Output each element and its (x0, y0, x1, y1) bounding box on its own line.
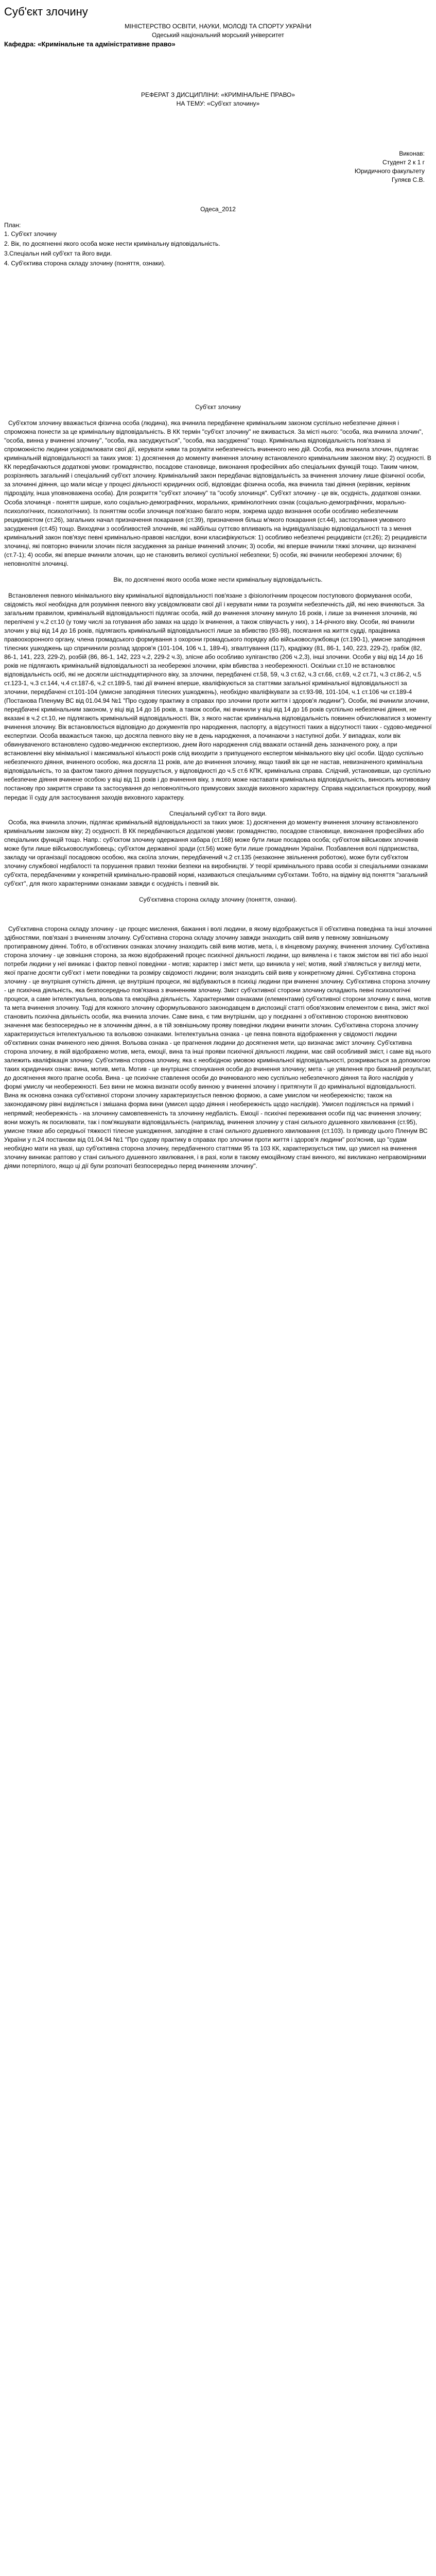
section-paragraph: Встановлення певного мінімального віку кримінальної відповідальності пов'язане з фізіологічним процесом поступового формування особи, свідомість якої необхідна для розуміння певного віку усвідомлювати свої дії і керувати ними та розуміти небезпечність дій, які нею вчиняються. За загальним правилом, кримінальній відповідальності підлягає особа, якій до вчинення злочину минуло 16 років, і лише за вчинення злочинів, які перелічені у ч.2 ст.10 (у тому числі за готування або замах на щодо їх вчинення, а також співучасть у них), з 14-річного віку. Особи, які вчинили злочин у віці від 14 до 16 років, підлягають кримінальній відповідальності лише за вбивство (93-98), посягання на життя судді, працівника правоохоронного органу, члена громадського формування з охорони громадського порядку або військовослужбовця (ст.190-1), умисне заподіяння тілесних ушкоджень що спричинили розлад здоров'я (101-104, 106 ч.1, 189-4), згвалтування (117), крадіжку (81, 86-1, 140, 223, 229-2), грабіж (82, 86-1, 141, 223, 229-2), розбій (86, 86-1, 142, 223 ч.2, 229-2 ч.3), злісне або особливо хуліганство (206 ч.2,3), інші злочини. Особи у віці від 14 до 16 років не підлягають кримінальній відповідальності за необережні злочини, крім вбивства з необережності. Оскільки ст.10 не встановлює відповідальність осіб, які не досягли шістнадцятирічного віку, за злочини, передбачені ст.58, 59, ч.3 ст.62, ч.3 ст.66, ст.69, ч.2 ст.71, ч.3 ст.86-2, ч.5 ст.123-1, ч.3 ст.144, ч.4 ст.187-6, ч.2 ст.189-5, такі дії вчинені вперше, кваліфікуються за статтями загальної кримінальної відповідальності за злочини, передбачені ст.101-104 (умисне заподіяння тілесних ушкоджень), необхідно кваліфікувати за ст.93-98, 101-104, ч.1 ст.106 чи ст.189-4 (Постанова Пленуму ВС від 01.04.94 №1 "Про судову практику в справах про злочини проти життя і здоров'я людини"). Особи, які вчинили злочини, передбачені кримінальним законом, у віці від 14 до 16 років, а також особи, які вчинили у віці від 14 до 16 років суспільно небезпечні діяння, не вказані в ч.2 ст.10, не підлягають кримінальній відповідальності. Вік, з якого настає кримінальна відповідальність повинен обчислюватися з моменту вчинення злочину. Вік встановлюється відповідно до документів про народження, паспорту, а відсутності таких а відсутності таких - судово-медичної експертизи. Особа вважається такою, що досягла певного віку не в день народження, а починаючи з наступної доби. У випадках, коли вік обвинуваченого встановлено судово-медичною експертизою, днем його народження слід вважати останній день зазначеного року, а при встановленні віку мінімальної і максимальної кількості років слід виходити з припущеного експертом мінімального віку цієї особи. Щодо суспільно небезпечного діяння, вчиненого особою, яка досягла 11 років, але до вчинення злочину, якщо такий вік ще не настав, невизначеного кримінальна відповідальність, то за фактом такого діяння порушується, у відповідності до ч.5 ст.6 КПК, кримінальна справа. Слідчий, установивши, що суспільно небезпечне діяння вчинене особою у віці від 11 років і до вчинення віку, з якого може наставати кримінальна відповідальність, виносить мотивовану постанову про закриття справи та застосування до неповнолітнього примусових заходів виховного характеру. Справа надсилається прокурору, який передає її суду для застосування заходів виховного характеру. (4, 591, 432, 801)
ministry-line: МІНІСТЕРСТВО ОСВІТИ, НАУКИ, МОЛОДІ ТА СПОРТУ УКРАЇНИ (125, 23, 311, 30)
section-paragraph: Особа, яка вчинила злочин, підлягає кримінальній відповідальності за таких умов: 1) досягнення до моменту вчинення злочину встановленого кримінальним законом віку; 2) осудності. В КК передбачаються додаткові умови: громадянство, посадове становище, виконання професійних або спеціальних функцій тощо. Напр.: суб'єктом злочину одержання хабара (ст.168) може бути лише посадова особа; суб'єктом військових злочинів може бути лише військовослужбовець; суб'єктом державної зради (ст.56) може бути лише громадянин України. Позбавлення волі підприємства, закладу чи організації посадовою особою, яка скоїла злочин, передбачений ч.2 ст.135 (незаконне звільнення роботою), може бути суб'єктом злочину службової недбалості та порушення правил техніки безпеки на виробництві. У теорії кримінального права особи зі спеціальними ознаками суб'єкта, передбаченими у конкретній кримінально-правовій нормі, називаються спеціальними суб'єктами. Тобто, на відміну від поняття "загальний суб'єкт", для якого характерними ознаками завжди є осудність і певний вік. (4, 818, 428, 887)
section-title: Суб'єктивна сторона складу злочину (поняття, ознаки). (138, 895, 297, 903)
section-paragraph: Суб'єктивна сторона складу злочину - це процес мислення, бажання і волі людини, в якому відображується її об'єктивна поведінка та інші злочинні здібностями, пов'язані з вчиненням злочину. Суб'єктивна сторона складу злочину завжди знаходить свій вияв у певному зовнішньому протиправному діянні. Тобто, в об'єктивних ознаках злочину знаходить свій вияв мотив, мета, і, в кінцевому рахунку, вчинення злочину. Суб'єктивна сторона злочину - це зовнішня сторона, за якою відображений процес психічної діяльності людини, що виявлена і є також змістом вві тієї або іншої потреби людини у неї виникає і фактор певної поведінки - мотив; характер і зміст мети, що виникла у неї; мотив, який з'являється у вигляді мети, якої прагне досягти суб'єкт і мети поведінки та розміру свідомості людини; воля знаходить свій вияв у конкретному діянні. Суб'єктивна сторона злочину - це внутрішня сутність діяння, це внутрішні процеси, які відбуваються в психіці людини при вчиненні злочину. Суб'єктивна сторона злочину - це психічна діяльність, яка безпосередньо пов'язана з вчиненням злочину. Зміст суб'єктивної сторони злочину складають певні психологічні процеси, а саме інтелектуальна, вольова та емоційна діяльність. Характерними ознаками (елементами) суб'єктивної сторони злочину є вина, мотив та мета вчинення злочину. Тоді для кожного злочину сформульованого законодавцем в диспозиції статті обов'язковим елементом є вина, зміст якої становить психічна діяльність особи, яка вчинила злочин. Саме вина, є тим внутрішнім, що у поєднанні з об'єктивною стороною винятковою значення має безпосередньо не в злочиннім діянні, а в тій зовнішньому прояву поведінки людини вчинити злочин. Суб'єктивна сторона злочину характеризується інтелектуальною та вольовою ознаками. Інтелектуальна ознака - це певна повнота відображення у свідомості людини об'єктивних ознак вчиненого нею діяння. Вольова ознака - це прагнення людини до досягнення мети, що визначає зміст злочину. Суб'єктивна сторона злочину, в якій відображено мотив, мета, емоції, вина та інші прояви психічної діяльності людини, має свій особливий зміст, і саме від нього залежить кваліфікація злочину. Суб'єктивна сторона злочину, яка є необхідною умовою кримінальної відповідальності, розкривається за допомогою таких юридичних ознак: вина, мотив, мета. Мотив - це внутрішнє спонукання особи до вчинення злочину; мета - це уявлення про бажаний результат, до досягнення якого прагне особа. Вина - це психічне ставлення особи до вчинюваного нею суспільно небезпечного діяння та його наслідків у формі умислу чи необережності. Без вини не можна визнати особу винною у вчиненні злочину і притягнути її до кримінальної відповідальності. Вина як основна ознака суб'єктивної сторони злочину характеризується певною формою, а саме умислом чи необережністю; також на законодавчому рівні виділяється і змішана форма вини (умисел щодо діяння і необережність щодо наслідків). Умисел поділяється на прямий і непрямий; необережність - на злочинну самовпевненість та злочинну недбалість. Емоції - психічні переживання особи під час вчинення злочину; вони можуть як посилювати, так і пом'якшувати відповідальність (наприклад, вчинення злочину у стані сильного душевного хвилювання (ст.95), умисне тяжке або середньої тяжкості тілесне ушкодження, заподіяне в стані сильного душевного хвилювання (ст.103). Із приводу цього Пленум ВС України у п.24 постанови від 01.04.94 №1 "Про судову практику в справах про злочини проти життя і здоров'я людини" роз'яснив, що "судам необхідно мати на увазі, що суб'єктивна сторона злочину, передбаченого статтями 95 та 103 КК, характеризується тим, що умисел на вчинення злочину виникає раптово у стані сильного душевного хвилювання, і в разі, коли в такому емоційному стані винного, які викликано неправомірними діями потерпілого, якщо ці дії були розпочаті безпосередньо перед вчиненням злочину". (4, 925, 432, 1170)
student-name: Гуляєв С.В. (391, 176, 425, 183)
section-title: Суб'єкт злочину (195, 403, 241, 411)
document-page (0, 5, 436, 1171)
faculty-line: Юридичного факультету (354, 167, 425, 175)
section-title: Вік, по досягненні якого особа може нести кримінальну відповідальність. (113, 575, 323, 583)
plan-item: 3.Спеціальн ний суб'єкт та його види. (4, 250, 112, 258)
plan-item: 4. Суб'єктива сторона складу злочину (поняття, ознаки). (4, 260, 166, 267)
performed-by: Виконав: (399, 149, 425, 157)
section-title: Спеціальний суб'єкт та його види. (169, 809, 267, 817)
department-line: Кафедра: «Кримінальне та адміністративне право» (4, 40, 176, 48)
section-paragraph: Суб'єктом злочину вважається фізична особа (людина), яка вчинила передбачене кримінальним законом суспільно небезпечне діяння і спроможна понести за це кримінальну відповідальність. В КК термін "суб'єкт злочину" не вживається. За місті нього: "особа, яка вчинила злочин", "особа, винна у вчиненні злочину", "особа, яка засуджується", "особа, яка засуджена" тощо. Кримінальна відповідальність пов'язана зі спроможністю людини усвідомлювати свої дії, керувати ними та розуміти небезпечність вчиненого нею дій. Особа, яка вчинила злочин, підлягає кримінальній відповідальності за таких умов: 1) досягнення до моменту вчинення злочину встановленого кримінальним законом віку; 2) осудності. В КК передбачаються додаткові умови: громадянство, посадове становище, виконання професійних або спеціальних функцій тощо. Таким чином, розрізняють загальний і спеціальний суб'єкт злочину. Кримінальний закон передбачає відповідальність за вчинення злочину лише фізичної особи, за злочинні діяння, що мали місце у процесі діяльності юридичних осіб, відповідає фізична особа, яка вчинила такі діяння (керівник, керівник підрозділу, інша уповноважена особа). Для розкриття "суб'єкт злочину" та "особу злочинця". Суб'єкт злочину - це вік, осудність, додаткові ознаки. Особа злочинця - поняття ширше, коло соціально-демографічних, моральних, кримінологічних ознак (соціально-демографічних, морально-психологічних, психологічних). Із поняттям особи злочинця пов'язано багато норм, зокрема щодо визнання особи особливо небезпечним рецидивістом (ст.26), загальних начал призначення покарання (ст.39), призначення більш м'якого покарання (ст.44), застосування умовного засудження (ст.45) тощо. Виходячи з особливостей злочинів, які найбільш суттєво впливають на індивідуалізацію відповідальності та з мення кримінальний закон пов'язує певні кримінально-правові наслідки, вони класифікуються: 1) особливо небезпечні рецидивісти (ст.26); 2) рецидивісти злочинці, які повторно вчинили злочин після засудження за раніше вчинений злочин; 3) особи, які вперше вчинили тяжкі злочини, що визначені (ст.7-1); 4) особи, які вперше вчинили злочин, що не становить великої суспільної небезпеки; 5) особи, які вчинили необережні злочини; 6) неповнолітні злочинці. (4, 419, 431, 567)
plan-item: 1. Суб'єкт злочину (4, 230, 57, 238)
city-year: Одеса_2012 (200, 206, 236, 213)
essay-topic-line: НА ТЕМУ: «Суб'єкт злочину» (176, 99, 260, 107)
plan-list (4, 230, 432, 268)
plan-title: План: (4, 222, 21, 229)
essay-title-line: РЕФЕРАТ З ДИСЦИПЛІНИ: «КРИМІНАЛЬНЕ ПРАВО» (141, 91, 295, 98)
student-course: Студент 2 к 1 г (382, 158, 425, 166)
university-line: Одеський національний морський університет (152, 31, 284, 39)
plan-item: 2. Вік, по досягненні якого особа може нести кримінальну відповідальність. (4, 240, 220, 248)
document-title: Суб'єкт злочину (4, 5, 88, 18)
